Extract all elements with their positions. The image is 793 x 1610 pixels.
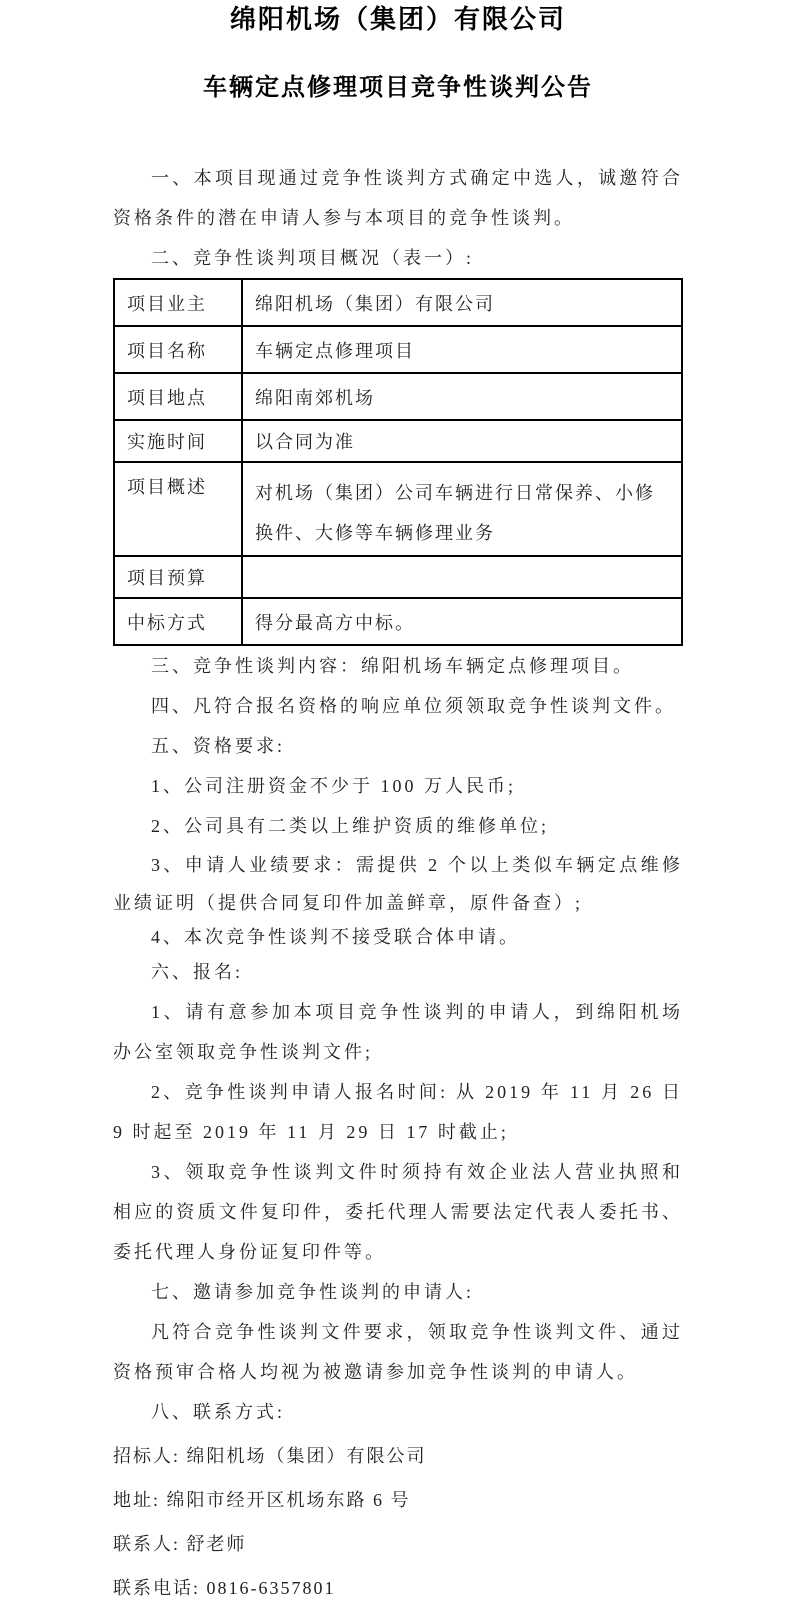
table-row bbox=[114, 326, 682, 373]
table-row bbox=[114, 373, 682, 420]
project-overview-table bbox=[113, 278, 683, 646]
document-title: 绵阳机场（集团）有限公司 bbox=[229, 5, 566, 34]
paragraph: 三、竞争性谈判内容：绵阳机场车辆定点修理项目。 bbox=[151, 656, 634, 676]
contact-line: 地址: 绵阳市经开区机场东路 6 号 bbox=[113, 1490, 411, 1510]
table-row-label: 实施时间 bbox=[114, 420, 242, 462]
paragraph: 1、公司注册资金不少于 100 万人民币; bbox=[151, 776, 516, 796]
paragraph: 六、报名: bbox=[151, 962, 244, 982]
table-row-label: 项目概述 bbox=[114, 462, 242, 556]
contact-info bbox=[113, 1434, 683, 1610]
table-row-label: 中标方式 bbox=[114, 598, 242, 645]
table-row-label: 项目预算 bbox=[114, 556, 242, 598]
subtitle-announcement-type: 竞争性谈判公告 bbox=[411, 74, 593, 101]
table-row-value: 绵阳南郊机场 bbox=[242, 373, 682, 420]
table-row bbox=[114, 598, 682, 645]
table-row bbox=[114, 279, 682, 326]
document-subtitle bbox=[113, 72, 683, 104]
paragraph: 凡符合竞争性谈判文件要求，领取竞争性谈判文件、通过资格预审合格人均视为被邀请参加竞争性谈判的申请人。 bbox=[113, 1322, 683, 1382]
intro-paragraphs bbox=[113, 158, 683, 278]
contact-line: 联系电话: 0816-6357801 bbox=[113, 1578, 336, 1598]
subtitle-project-name: 车辆定点修理项目 bbox=[203, 75, 411, 101]
paragraph: 1、请有意参加本项目竞争性谈判的申请人，到绵阳机场办公室领取竞争性谈判文件; bbox=[113, 1002, 683, 1062]
contact-line: 联系人: 舒老师 bbox=[113, 1534, 247, 1554]
table-row-label: 项目名称 bbox=[114, 326, 242, 373]
table-row-value: 车辆定点修理项目 bbox=[242, 326, 682, 373]
paragraph: 2、竞争性谈判申请人报名时间: 从 2019 年 11 月 26 日 9 时起至 2019 年 11 月 29 日 17 时截止; bbox=[113, 1082, 683, 1142]
table-row-label: 项目地点 bbox=[114, 373, 242, 420]
table-row-value: 绵阳机场（集团）有限公司 bbox=[242, 279, 682, 326]
table-row-value: 得分最高方中标。 bbox=[242, 598, 682, 645]
table-row-value: 对机场（集团）公司车辆进行日常保养、小修换件、大修等车辆修理业务 bbox=[242, 462, 682, 556]
table-row bbox=[114, 556, 682, 598]
table-row-value: 以合同为准 bbox=[242, 420, 682, 462]
paragraph: 七、邀请参加竞争性谈判的申请人: bbox=[151, 1282, 474, 1302]
paragraph: 2、公司具有二类以上维护资质的维修单位; bbox=[151, 816, 549, 836]
table-row bbox=[114, 462, 682, 556]
paragraph: 八、联系方式: bbox=[151, 1402, 286, 1422]
contact-line: 招标人: 绵阳机场（集团）有限公司 bbox=[113, 1446, 427, 1466]
paragraph: 3、申请人业绩要求：需提供 2 个以上类似车辆定点维修业绩证明（提供合同复印件加盖鲜章，原件备查）; bbox=[113, 855, 683, 913]
table-row bbox=[114, 420, 682, 462]
table-row-label: 项目业主 bbox=[114, 279, 242, 326]
paragraph: 4、本次竞争性谈判不接受联合体申请。 bbox=[151, 927, 520, 947]
paragraph: 一、本项目现通过竞争性谈判方式确定中选人，诚邀符合资格条件的潜在申请人参与本项目的竞争性谈判。 bbox=[113, 168, 683, 228]
table-row-value bbox=[242, 556, 682, 598]
paragraph: 3、领取竞争性谈判文件时须持有效企业法人营业执照和相应的资质文件复印件，委托代理人需要法定代表人委托书、委托代理人身份证复印件等。 bbox=[113, 1162, 683, 1262]
paragraph: 五、资格要求: bbox=[151, 736, 286, 756]
paragraph: 四、凡符合报名资格的响应单位须领取竞争性谈判文件。 bbox=[151, 696, 676, 716]
body-paragraphs bbox=[113, 646, 683, 1432]
paragraph: 二、竞争性谈判项目概况（表一）: bbox=[151, 248, 474, 268]
